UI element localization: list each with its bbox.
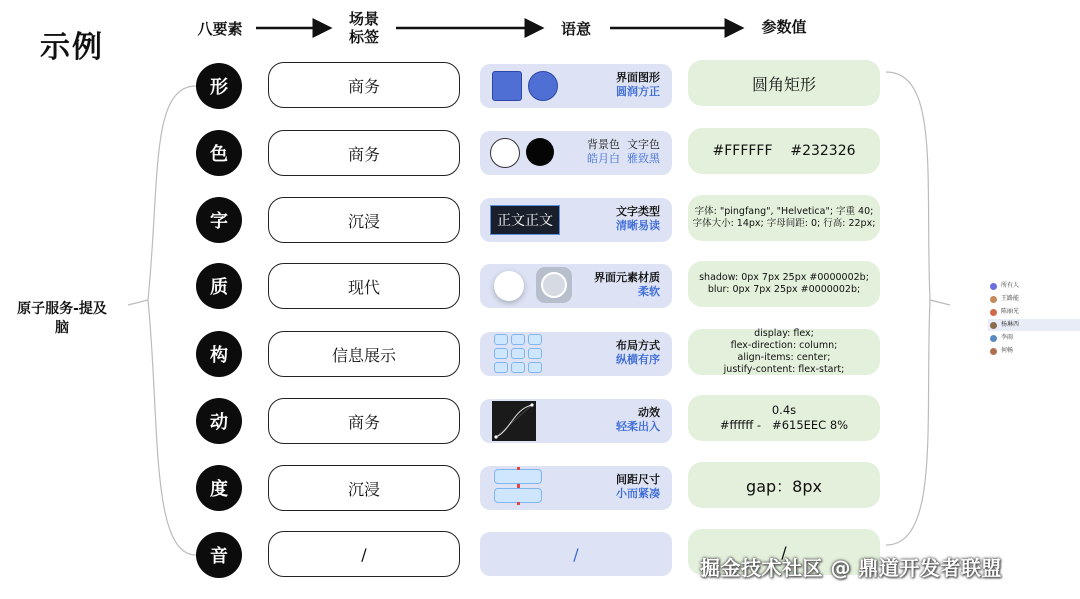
semantic-title: 动效: [638, 406, 660, 419]
semantic-card: [480, 332, 672, 376]
semantic-title: 间距尺寸: [616, 473, 660, 486]
param-value: /: [688, 529, 880, 575]
square-icon: [492, 71, 522, 101]
param-value: display: flex; flex-direction: column; align-items: center; justify-content: flex-start;: [688, 329, 880, 375]
list-item: 王路能: [988, 293, 1080, 305]
param-value: 0.4s #ffffff - #615EEC 8%: [688, 395, 880, 441]
avatar: [990, 335, 997, 342]
grid-layout-icon: [494, 334, 546, 374]
header-elements: 八要素: [197, 20, 243, 38]
param-value: 圆角矩形: [688, 60, 880, 106]
semantic-card: [480, 532, 672, 576]
element-circle-shape: 形: [196, 63, 242, 109]
list-item: 何畅: [988, 345, 1080, 357]
semantic-sub: /: [573, 544, 579, 564]
avatar: [990, 296, 997, 303]
scene-tag: 商务: [268, 130, 460, 176]
watermark: 掘金技术社区 @ 鼎道开发者联盟: [700, 556, 1002, 580]
scene-tag: 商务: [268, 62, 460, 108]
scene-tag: /: [268, 531, 460, 577]
list-item: 陈丽光: [988, 306, 1080, 318]
text-sample-box: 正文正文: [490, 205, 560, 235]
semantic-card: [480, 264, 672, 308]
param-value: gap：8px: [688, 462, 880, 508]
param-value: shadow: 0px 7px 25px #0000002b; blur: 0px 7px 25px #0000002b;: [688, 261, 880, 307]
semantic-card: [480, 399, 672, 443]
element-circle-color: 色: [196, 130, 242, 176]
soft-inner-circle-icon: [541, 272, 567, 298]
easing-curve-icon: [492, 401, 536, 441]
semantic-sub: 柔软: [638, 285, 660, 298]
scene-tag: 现代: [268, 263, 460, 309]
left-brace-tip: [128, 300, 148, 305]
element-circle-font: 字: [196, 197, 242, 243]
semantic-sub: 皓月白 雅致黑: [587, 152, 660, 165]
semantic-card: [480, 466, 672, 510]
semantic-card: [480, 131, 672, 175]
avatar: [990, 348, 997, 355]
black-circle-icon: [526, 138, 554, 166]
list-item: 所有人: [988, 280, 1080, 292]
right-brace: [886, 72, 930, 545]
avatar: [990, 322, 997, 329]
scene-tag: 沉浸: [268, 465, 460, 511]
avatar: [990, 283, 997, 290]
header-scene: 场景 标签: [348, 10, 379, 46]
avatar: [990, 309, 997, 316]
mention-list-thumbnail: [988, 278, 1080, 360]
element-circle-material: 质: [196, 263, 242, 309]
page-title: 示例: [40, 30, 104, 65]
circle-icon: [528, 71, 558, 101]
scene-tag: 信息展示: [268, 331, 460, 377]
spacing-block-top-icon: [494, 469, 542, 484]
right-brace-tip: [930, 300, 950, 305]
scene-tag: 沉浸: [268, 197, 460, 243]
semantic-title: 背景色 文字色: [587, 138, 660, 151]
semantic-title: 界面图形: [616, 71, 660, 84]
spacing-marker-icon: [517, 502, 520, 505]
spacing-marker-icon: [517, 467, 520, 470]
header-params: 参数值: [761, 18, 807, 36]
element-circle-layout: 构: [196, 331, 242, 377]
element-circle-motion: 动: [196, 398, 242, 444]
semantic-sub: 纵横有序: [616, 353, 660, 366]
soft-circle-icon: [494, 271, 524, 301]
semantic-title: 界面元素材质: [594, 271, 660, 284]
semantic-sub: 清晰易读: [616, 219, 660, 232]
white-circle-icon: [490, 138, 520, 168]
semantic-title: 布局方式: [616, 339, 660, 352]
element-circle-spacing: 度: [196, 465, 242, 511]
spacing-block-bottom-icon: [494, 488, 542, 503]
spacing-marker-icon: [517, 484, 520, 488]
scene-tag: 商务: [268, 398, 460, 444]
semantic-sub: 圆润方正: [616, 85, 660, 98]
semantic-card: [480, 198, 672, 242]
semantic-sub: 轻柔出入: [616, 420, 660, 433]
header-semantic: 语意: [560, 20, 591, 38]
list-item: 杨琳西: [988, 319, 1080, 331]
semantic-title: 文字类型: [616, 205, 660, 218]
semantic-card: [480, 64, 672, 108]
param-value: 字体: "pingfang", "Helvetica"; 字重 40; 字体大小: 14px; 字母间距: 0; 行高: 22px;: [688, 195, 880, 241]
param-value: #FFFFFF #232326: [688, 128, 880, 174]
element-circle-sound: 音: [196, 532, 242, 578]
root-label: 原子服务-提及 脑: [17, 301, 107, 336]
left-brace: [148, 86, 196, 555]
semantic-sub: 小而紧凑: [616, 487, 660, 500]
list-item: 李雨: [988, 332, 1080, 344]
